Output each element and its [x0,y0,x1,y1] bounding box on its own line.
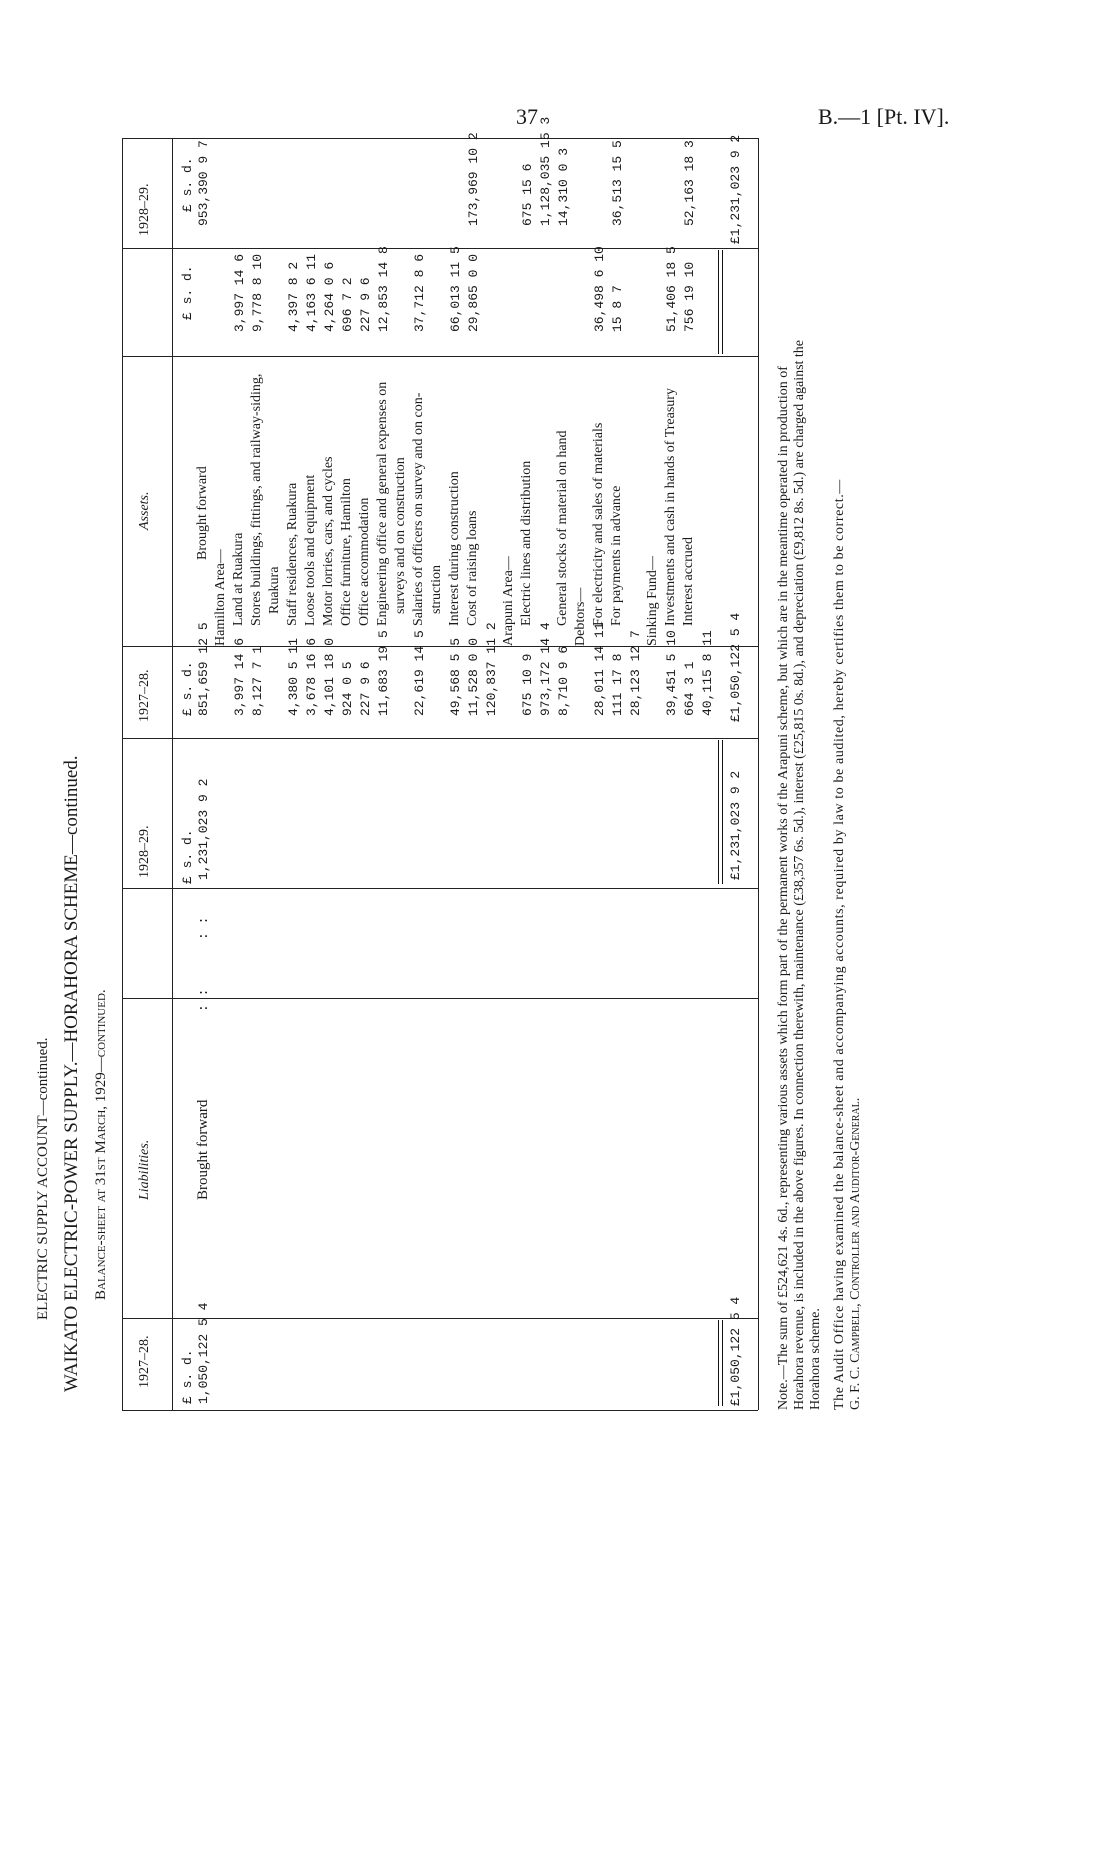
sheet-title: Balance-sheet at 31st March, 1929—continued. [93,989,109,1300]
header-liabilities: Liabilities. [137,1139,152,1200]
asset-label: Loose tools and equipment [303,474,318,626]
assets-1928-total: £1,050,122 5 4 [728,612,743,722]
asset-1929-value: 52,163 18 3 [682,140,697,226]
asset-label: Engineering office and general expenses on [375,381,390,626]
lsd-liab-1928: £ s. d. [180,1349,195,1404]
asset-1929-value: 953,390 9 7 [196,140,211,226]
asset-1928-value: 8,710 9 6 [556,645,571,716]
asset-label: Stores buildings, fittings, and railway-siding, [249,373,264,626]
asset-1929-value: 173,969 10 2 [466,132,481,226]
asset-1928-value: 11,683 19 5 [376,630,391,716]
asset-detail-value: 29,865 0 0 [466,253,481,332]
asset-label: Sinking Fund— [645,556,660,646]
asset-detail-value: 9,778 8 10 [250,253,265,332]
asset-label: General stocks of material on hand [555,430,570,626]
asset-label: Debtors— [573,587,588,646]
asset-detail-value: 12,853 14 8 [376,246,391,332]
asset-1929-value: 14,310 0 3 [556,147,571,226]
asset-detail-value: 4,264 0 6 [322,261,337,332]
asset-1928-value: 111 17 8 [610,653,625,716]
asset-1928-value: 8,127 7 1 [250,645,265,716]
asset-1928-value: 28,123 12 7 [628,630,643,716]
asset-1928-value: 49,568 5 5 [448,637,463,716]
asset-1928-value: 28,011 14 11 [592,622,607,716]
asset-label: struction [429,565,444,614]
liab-dots-2: : : [196,916,211,940]
audit-line-1: The Audit Office having examined the balance-sheet and accompanying accounts, required by law to be audited, hereby certifies them to be correct.— [832,479,847,1410]
asset-label: Brought forward [195,466,210,560]
note-line-2: Horahora revenue, is included in the above figures. In connection therewith, maintenance (£38,357 6s. 5d.), interest (£25,815 0s. 8d.), and depreciation (£9,812 8s. 5d.) are charged against the [792,339,807,1410]
asset-label: Staff residences, Ruakura [285,482,300,626]
asset-1929-value: 36,513 15 5 [610,140,625,226]
account-title: ELECTRIC SUPPLY ACCOUNT—continued. [35,1037,51,1320]
liab-1928-brought-forward: 1,050,122 5 4 [196,1302,211,1404]
asset-1929-value: 1,128,035 15 3 [538,116,553,226]
asset-detail-value: 227 9 6 [358,277,373,332]
asset-label: Investments and cash in hands of Treasury [663,388,678,626]
asset-detail-value: 4,397 8 2 [286,261,301,332]
document-code: B.—1 [Pt. IV]. [818,104,950,129]
asset-1928-value: 924 0 5 [340,661,355,716]
asset-label: Interest accrued [681,537,696,626]
header-assets-1928: 1927–28. [137,669,152,722]
asset-1928-value: 227 9 6 [358,661,373,716]
asset-1929-value: 675 15 6 [520,163,535,226]
liab-1928-total: £1,050,122 5 4 [728,1296,743,1406]
assets-1929-total: £1,231,023 9 2 [728,134,743,244]
asset-1928-value: 22,619 14 5 [412,630,427,716]
scheme-title: WAIKATO ELECTRIC-POWER SUPPLY.—HORAHORA SCHEME—continued. [61,755,82,1392]
asset-label: Cost of raising loans [465,510,480,626]
asset-label: Interest during construction [447,471,462,626]
asset-1928-value: 3,678 16 6 [304,637,319,716]
asset-1928-value: 3,997 14 6 [232,637,247,716]
liab-1929-brought-forward: 1,231,023 9 2 [196,778,211,880]
asset-label: Electric lines and distribution [519,460,534,626]
lsd-assets-1928: £ s. d. [180,661,195,716]
audit-line-2: G. F. C. Campbell, Controller and Auditor-General. [848,1097,863,1410]
asset-1928-value: 39,451 5 10 [664,630,679,716]
asset-detail-value: 66,013 11 5 [448,246,463,332]
header-assets-1929: 1928–29. [137,183,152,236]
asset-label: Office accommodation [357,497,372,626]
asset-label: Land at Ruakura [231,532,246,626]
liab-brought-forward-label: Brought forward [195,1099,211,1200]
asset-detail-value: 696 7 2 [340,277,355,332]
asset-1928-value: 4,380 5 11 [286,637,301,716]
asset-label: Hamilton Area— [213,549,228,646]
asset-1928-value: 120,837 11 2 [484,622,499,716]
lsd-assets-detail: £ s. d. [180,265,195,320]
asset-label: Motor lorries, cars, and cycles [321,456,336,626]
asset-1928-value: 973,172 14 4 [538,622,553,716]
asset-detail-value: 15 8 7 [610,285,625,332]
asset-label: surveys and on construction [393,457,408,614]
asset-1928-value: 40,115 8 11 [700,630,715,716]
lsd-liab-1929: £ s. d. [180,829,195,884]
asset-detail-value: 51,406 18 5 [664,246,679,332]
header-assets: Assets. [137,491,152,530]
asset-1928-value: 851,659 12 5 [196,622,211,716]
asset-detail-value: 3,997 14 6 [232,253,247,332]
asset-label: For electricity and sales of materials [591,422,606,626]
asset-detail-value: 756 19 10 [682,261,697,332]
asset-1928-value: 675 10 9 [520,653,535,716]
liab-dots: : : [196,988,211,1012]
lsd-assets-1929: £ s. d. [180,157,195,212]
note-line-1: Note.—The sum of £524,621 4s. 6d., representing various assets which form part of the permanent works of the Arapuni scheme, but which are in the meantime operated in production of [776,366,791,1410]
liab-1929-total: £1,231,023 9 2 [728,770,743,880]
header-liab-1928: 1927–28. [137,1335,152,1388]
asset-1928-value: 4,101 18 0 [322,637,337,716]
asset-label: For payments in advance [609,485,624,626]
asset-label: Ruakura [267,566,282,614]
header-liab-1929: 1928–29. [137,825,152,878]
asset-detail-value: 36,498 6 10 [592,246,607,332]
asset-label: Arapuni Area— [501,556,516,646]
note-line-3: Horahora scheme. [808,1308,823,1410]
asset-label: Office furniture, Hamilton [339,478,354,626]
asset-1928-value: 11,528 0 0 [466,637,481,716]
asset-detail-value: 4,163 6 11 [304,253,319,332]
asset-label: Salaries of officers on survey and on con- [411,392,426,626]
page-number: 37 [516,104,538,129]
asset-detail-value: 37,712 8 6 [412,253,427,332]
asset-1928-value: 664 3 1 [682,661,697,716]
